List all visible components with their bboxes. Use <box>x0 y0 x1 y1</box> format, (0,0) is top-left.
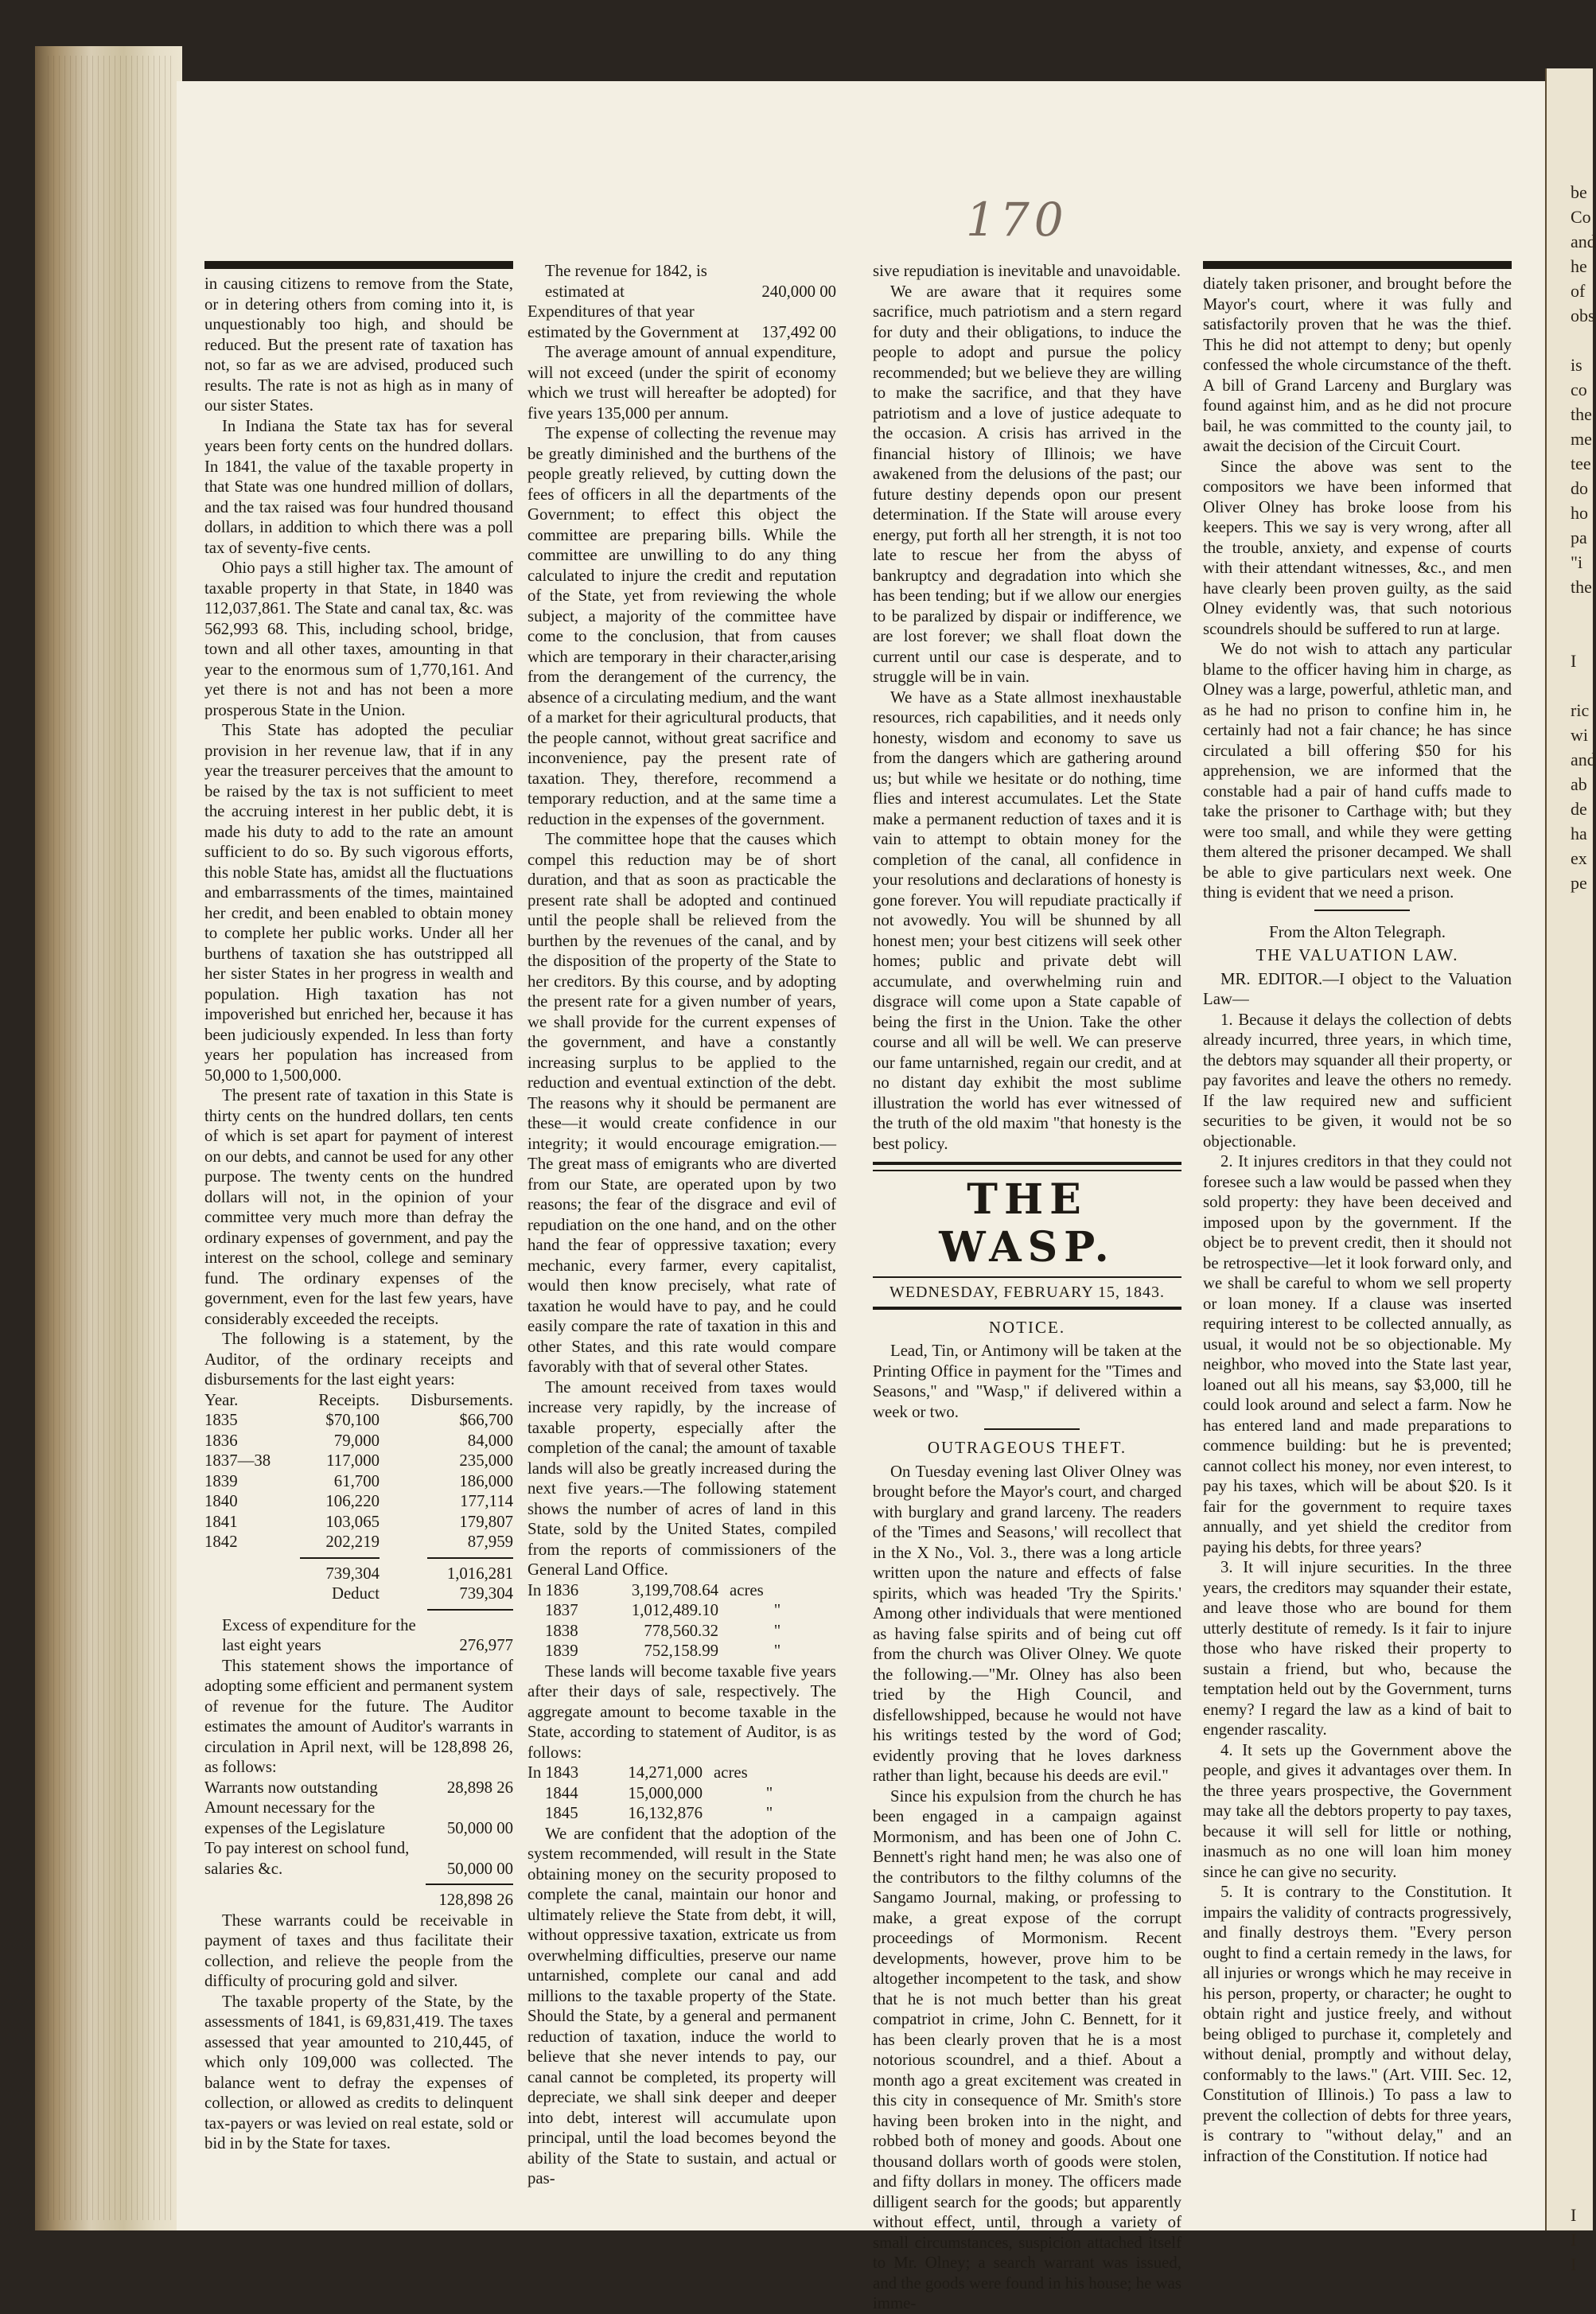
table-row <box>204 1451 513 1471</box>
table-cell: 235,000 <box>459 1451 513 1470</box>
paragraph: Since the above was sent to the compositors we have been informed that Oliver Olney has broke loose from his keepers. This we say is very wrong, after all the trouble, anxiety, and expense of courts with their attendant witnesses, &c., and men have clearly been proven guilty, as the said Olney evidently was, that such notorious scoundrels should be suffered to run at large. <box>1203 457 1512 638</box>
next-page-fragment <box>1547 1315 1593 1339</box>
next-page-fragment <box>1547 920 1593 945</box>
table-row <box>204 1798 513 1838</box>
column-2 <box>527 261 836 2189</box>
table-row <box>527 1580 836 1601</box>
dateline: WEDNESDAY, FEBRUARY 15, 1843. <box>889 1284 1166 1301</box>
table-cell: 3,199,708.64 <box>631 1580 718 1599</box>
next-page-fragment <box>1547 2055 1593 2079</box>
paragraph: Ohio pays a still higher tax. The amount of taxable property in that State, in 1840 was 112,037,861. The State and canal tax, &c. was 562,993 68. This, including school, bridge, town and all other taxes, amounting in that year to the enormous sum of 1,770,161. And yet there is not and has not been a more prosperous State in the Union. <box>204 559 513 719</box>
next-page-fragment: co <box>1571 380 1587 399</box>
next-page-fragment <box>1547 1685 1593 1709</box>
next-page-fragment: Co <box>1571 207 1591 227</box>
next-page-fragment: pa <box>1571 528 1587 547</box>
paragraph: sive repudiation is inevitable and unavoidable. <box>873 262 1181 280</box>
paragraph: These lands will become taxable five years after their days of sale, respectively. The aggregate amount to become taxable in the State, according to statement of Auditor, is as follows: <box>527 1661 836 1762</box>
next-page-text-fragments <box>1547 180 1596 2277</box>
table-row <box>527 1621 836 1642</box>
table-cell: 84,000 <box>467 1431 513 1450</box>
table-row <box>527 1803 836 1824</box>
table-divider-row <box>204 1552 513 1564</box>
excess-line <box>204 1615 513 1656</box>
total-receipts: 739,304 <box>325 1564 380 1583</box>
table-cell: 103,065 <box>325 1512 380 1531</box>
paragraph: We have as a State allmost inexhaustable resources, rich capabilities, and it needs only honesty, wisdom and economy to save us from the dangers which are gathering around us; but while we hesitate or do nothing, time flies and interest accumulates. Let the State make a permanent reduction of taxes and it is vain to attempt to obtain money for the completion of the canal, all confidence in your resolutions and declarations of honesty is gone forever. You will repudiate practically if not avowedly. You will be shunned by all honest men; your best citizens will seek other homes; public and private debt will accumulate, and overwhelming ruin and disgrace will come upon a State capable of being the first in the Union. Take the other course and all will be well. We can preserve our fame untarnished, regain our credit, and at no distant day exhibit the most sublime illustration the world has ever witnessed of the truth of the old maxim "that honesty is the best policy. <box>873 688 1181 1153</box>
table-row <box>204 1778 513 1798</box>
table-row <box>204 1471 513 1492</box>
paragraph: The taxable property of the State, by the assessments of 1841, is 69,831,419. The taxes assessed that year amounted to 210,445, of which only 109,000 was collected. The balance went to defray the expenses of collection, or allowed as credits to delinquent tax-payers or was levied on real estate, sold or bid in by the State for taxes. <box>204 1992 513 2152</box>
table-divider-row <box>204 1879 513 1890</box>
next-page-fragment <box>1547 1981 1593 2005</box>
table-cell: 16,132,876 <box>628 1804 703 1822</box>
next-page-fragment: obs <box>1571 306 1595 325</box>
section-divider <box>1314 910 1410 911</box>
paragraph: The committee hope that the causes which compel this reduction may be of short duration, and that as soon as practicable the present rate shall be adopted and continued until the people shall be relieved from the burthen by the revenues of the canal, and by the disposition of the property of the State to her creditors. By this course, and by adopting the present rate for a given number of years, we shall provide for the current expenses of the government, and have a constantly increasing surplus to be applied to the reduction and eventual extinction of the debt. The reasons why it should be permanent are these—it would create confidence in our integrity; it would encourage emigration.—The great mass of emigrants who are diverted from our State, are operated upon by two reasons; the fear of the disgrace and evil of repudiation on the one hand, and on the other hand the fear of oppressive taxation; every mechanic, every farmer, every capitalist, would then know precisely, what rate of taxation he would have to pay, and he could easily compare the rate of taxation in this and other States, and this rate would compare favorably with that of several other States. <box>527 830 836 1376</box>
next-page-fragment <box>1547 1413 1593 1438</box>
next-page-fragment: I <box>1571 651 1577 671</box>
next-page-fragment: and <box>1571 750 1596 769</box>
next-page-fragment <box>1547 1709 1593 1734</box>
next-page-fragment <box>1547 1438 1593 1463</box>
table-cell: 1837—38 <box>204 1451 271 1470</box>
paragraph: This State has adopted the peculiar provision in her revenue law, that if in any year the treasurer perceives that the amount to be raised by the tax is not sufficient to meet the accruing interest in her public debt, it is made his duty to add to the rate an amount sufficient to do so. By such vigorous efforts, this noble State has, amidst all the fluctuations and embarrassments of the times, maintained her credit, and been enabled to obtain money to complete her public works. Under all her burthens of taxation she has outstripped all her sister States in her progress in wealth and population. High taxation has not impoverished but enriched her, because it has been judiciously expended. In less than forty years her population has increased from 50,000 to 1,500,000. <box>204 721 513 1085</box>
book-page-edge-lines <box>48 56 175 2220</box>
table-divider-row <box>204 1604 513 1615</box>
table-header-row <box>204 1390 513 1411</box>
paragraph: The following is a statement, by the Auditor, of the ordinary receipts and disbursements for the last eight years: <box>204 1330 513 1389</box>
table-cell: 186,000 <box>459 1471 513 1490</box>
theft-heading: OUTRAGEOUS THEFT. <box>927 1438 1127 1457</box>
table-cell: 752,158.99 <box>644 1642 718 1660</box>
next-page-fragment <box>1547 969 1593 994</box>
table-cell: Warrants now outstanding <box>204 1778 378 1797</box>
next-page-fragment <box>1547 1290 1593 1315</box>
next-page-fragment <box>1547 1068 1593 1093</box>
table-row <box>204 1532 513 1552</box>
table-cell: 1845 <box>545 1804 578 1822</box>
next-page-fragment <box>1547 1783 1593 1808</box>
next-page-fragment <box>1547 1142 1593 1167</box>
table-cell: 1835 <box>204 1411 238 1429</box>
next-page-fragment: pe <box>1571 873 1587 893</box>
table-cell: $70,100 <box>325 1411 380 1429</box>
next-page-fragment <box>1547 1734 1593 1759</box>
revenue-value: 240,000 00 <box>761 282 836 301</box>
receipts-table <box>204 1390 513 1615</box>
table-cell: 79,000 <box>333 1431 380 1450</box>
table-cell: " <box>773 1601 781 1619</box>
table-total-row <box>204 1890 513 1911</box>
revenue-label: The revenue for 1842, is estimated at <box>545 262 707 301</box>
table-cell: 1840 <box>204 1492 238 1510</box>
next-page-edge <box>1545 68 1596 2274</box>
next-page-fragment <box>1547 1019 1593 1043</box>
next-page-fragment <box>1547 895 1593 920</box>
table-cell: To pay interest on school fund, salaries &c. <box>204 1839 410 1878</box>
table-cell: 1837 <box>545 1601 578 1619</box>
table-row <box>204 1410 513 1431</box>
source-line: From the Alton Telegraph. <box>1268 921 1446 941</box>
paragraph: The average amount of annual expenditure, will not exceed (under the spirit of economy which we trust will hereafter be adopted) for five years 135,000 per annum. <box>527 343 836 423</box>
paragraph: We are confident that the adoption of the system recommended, will result in the State obtaining money on the security proposed to complete the canal, maintain our honor and ultimately relieve the State from debt, it will, without oppressive taxation, extricate us from overwhelming difficulties, preserve our name untarnished, complete our canal and add millions to the taxable property of the State. Should the State, by a general and permanent reduction of taxation, induce the world to believe that she never intends to pay, our canal cannot be completed, its property will depreciate, we shall sink deeper and deeper into debt, interest will accumulate upon principal, until the load becomes beyond the ability of the State to sustain, and actual or pas- <box>527 1824 836 2187</box>
next-page-fragment <box>1547 624 1593 649</box>
masthead-top-rule-thin <box>873 1170 1181 1171</box>
table-cell: 14,271,000 <box>628 1763 703 1782</box>
column-1 <box>204 261 513 2154</box>
next-page-fragment: the <box>1571 404 1592 424</box>
next-page-fragment: and <box>1571 232 1596 251</box>
table-cell: 1841 <box>204 1512 238 1531</box>
total-disbursements: 1,016,281 <box>446 1564 513 1583</box>
next-page-fragment <box>1547 1339 1593 1364</box>
next-page-fragment <box>1547 1093 1593 1117</box>
next-page-fragment <box>1547 673 1593 698</box>
next-page-fragment <box>1547 2030 1593 2055</box>
table-cell: 1838 <box>545 1621 578 1640</box>
table-row <box>204 1838 513 1879</box>
next-page-fragment <box>1547 2005 1593 2030</box>
next-page-fragment <box>1547 1611 1593 1635</box>
next-page-fragment: I <box>1571 2230 1577 2250</box>
paragraph: 4. It sets up the Government above the people, and gives it advantages over them. In the three years prospective, the Government may take all the debtors property to pay taxes, because it will sell for little or nothing, inasmuch as no one will loan him money since he can give no security. <box>1203 1740 1512 1881</box>
table-cell: In 1836 <box>527 1580 579 1599</box>
section-divider <box>984 1428 1080 1430</box>
next-page-fragment: wi <box>1571 725 1588 745</box>
table-cell: 15,000,000 <box>628 1783 703 1802</box>
warrants-total: 128,898 26 <box>438 1891 513 1909</box>
next-page-fragment <box>1547 2129 1593 2153</box>
table-cell: In 1843 <box>527 1763 579 1782</box>
next-page-fragment <box>1547 2178 1593 2203</box>
next-page-fragment: is <box>1571 355 1582 375</box>
table-cell: " <box>773 1642 781 1660</box>
paragraph: diately taken prisoner, and brought before the Mayor's court, where it was fully and satisfactorily proven that he was the thief. This he did not attempt to deny; but openly confessed the whole circumstance of the theft. A bill of Grand Larceny and Burglary was found against him, and as he did not procure bail, he was committed to the county jail, to await the decision of the Circuit Court. <box>1203 275 1512 455</box>
next-page-fragment <box>1547 1364 1593 1389</box>
next-page-fragment <box>1547 1389 1593 1413</box>
paragraph: We do not wish to attach any particular blame to the officer having him in charge, as Olney was a large, powerful, athletic man, and as he had no prison to confine him in, he certainly had not a fair chance; he has since circulated a bill offering $50 for his apprehension, we are informed that the constable had a pair of hand cuffs made to take the prisoner to Carthage with; but they were too small, and while they were getting them altered the prisoner decamped. We shall be able to give particulars next week. One thing is evident that we need a prison. <box>1203 640 1512 902</box>
next-page-fragment <box>1547 1191 1593 1216</box>
next-page-fragment: I <box>1571 2205 1577 2225</box>
table-cell: acres <box>730 1580 764 1599</box>
next-page-fragment <box>1547 1463 1593 1487</box>
deduct-label: Deduct <box>331 1584 380 1603</box>
table-cell: 1,012,489.10 <box>631 1601 718 1619</box>
next-page-fragment: ab <box>1571 774 1587 794</box>
column-4 <box>1203 261 1512 2166</box>
paragraph: The expense of collecting the revenue may be greatly diminished and the burthens of the people greatly relieved, by cutting down the fees of officers in all the departments of the Government; to effect this object the committee are preparing bills. While the committee are unwilling to do any thing calculated to injure the credit and reputation of the State, yet from reviewing the whole subject, a majority of the committee have come to the conclusion, that from causes which are temporary in their character,arising from the derangement of the currency, the absence of a circulating medium, and the want of a market for their agricultural products, that the people cannot, without great sacrifice and inconvenience, pay the present rate of taxation. They, therefore, recommend a temporary reduction, and at the same time a reduction in the expenses of the government. <box>527 424 836 828</box>
next-page-fragment <box>1547 1537 1593 1561</box>
valuation-law-heading: THE VALUATION LAW. <box>1255 945 1459 964</box>
taxable-land-table <box>527 1763 836 1824</box>
table-cell: 28,898 26 <box>446 1778 513 1797</box>
next-page-fragment <box>1547 1167 1593 1191</box>
paragraph: in causing citizens to remove from the State, or in detering others from coming into it, is unquestionably too high, and should be reduced. But the present rate of taxation has not, so far as we are advised, produced such results. The rate is not as high as in many of our sister States. <box>204 275 513 415</box>
table-cell: acres <box>714 1763 748 1782</box>
excess-value: 276,977 <box>459 1636 513 1654</box>
table-cell: 778,560.32 <box>644 1621 718 1640</box>
table-row <box>527 1600 836 1621</box>
table-cell: " <box>765 1804 773 1822</box>
table-cell: $66,700 <box>459 1411 513 1429</box>
paragraph: 1. Because it delays the collection of debts already incurred, three years, in which time, the debtors may squander all their property, or pay favorites and leave the others no remedy. If the law required new and sufficient securities to be given, it would not be so objectionable. <box>1203 1010 1512 1151</box>
next-page-fragment: ho <box>1571 503 1588 523</box>
next-page-fragment: ha <box>1571 824 1587 843</box>
column-3 <box>873 261 1181 2314</box>
table-cell: 50,000 00 <box>446 1818 513 1837</box>
dateline-rule <box>873 1307 1181 1310</box>
notice-heading: NOTICE. <box>988 1317 1066 1337</box>
table-deduct-row <box>204 1584 513 1604</box>
column-top-rule <box>1203 261 1512 269</box>
paragraph: This statement shows the importance of adopting some efficient and permanent system of revenue for the future. The Auditor estimates the amount of Auditor's warrants in circulation in April next, will be 128,898 26, as follows: <box>204 1656 513 1776</box>
paragraph: In Indiana the State tax has for several years been forty cents on the hundred dollars. In 1841, the value of the taxable property in that State was one hundred million of dollars, and the tax raised was four hundred thousand dollars, in addition to which there was a poll tax of seventy-five cents. <box>204 416 513 557</box>
table-cell: 179,807 <box>459 1512 513 1531</box>
expenditure-label: Expenditures of that year estimated by the Government at <box>527 302 739 341</box>
salutation: MR. EDITOR.—I object to the Valuation Law— <box>1203 969 1512 1008</box>
table-cell: 202,219 <box>325 1533 380 1551</box>
next-page-fragment <box>1547 1882 1593 1907</box>
table-header-cell: Receipts. <box>318 1390 380 1409</box>
table-cell: 1842 <box>204 1533 238 1551</box>
next-page-fragment <box>1547 1586 1593 1611</box>
warrants-table <box>204 1778 513 1911</box>
next-page-fragment: of <box>1571 281 1586 301</box>
deduct-value: 739,304 <box>459 1584 513 1603</box>
table-cell: " <box>773 1621 781 1640</box>
next-page-fragment: ric <box>1571 700 1590 720</box>
handwritten-page-number: 170 <box>966 193 1069 247</box>
next-page-fragment: I <box>1571 2254 1577 2274</box>
paragraph: The present rate of taxation in this State is thirty cents on the hundred dollars, ten cents of which is set apart for payment of interest on our debts, and cannot be used for any other purpose. The twenty cents on the hundred dollars will not, in the opinion of your committee very much more than defray the ordinary expenses of government, and pay the interest on the school, college and seminary fund. The ordinary expenses of the government, even for the last few years, have considerably exceeded the receipts. <box>204 1086 513 1328</box>
table-cell: 177,114 <box>460 1492 513 1510</box>
next-page-fragment <box>1547 1907 1593 1931</box>
next-page-fragment <box>1547 2153 1593 2178</box>
table-cell: 1844 <box>545 1783 578 1802</box>
paragraph: Since his expulsion from the church he has been engaged in a campaign against Mormonism, and has been one of John C. Bennett's right hand men; he was also one of the contributors to the filthy columns of the Sangamo Journal, making, or professing to make, a great expose of the corrupt proceedings of Mormonism. Recent developments, however, prove him to be altogether incompetent to the task, and show that he is not much better than his great compatriot in crime, John C. Bennett, for it has been clearly proven that he is a most notorious scoundrel, and a thief. About a month ago a great excitement was created in this city in consequence of Mr. Smith's store having been broken into in the night, and robbed both of money and goods. About one thousand dollars worth of goods were stolen, and fifty dollars in money. The officers made dilligent search for the goods; but apparently without effect, until, through a variety of small circumstances, suspicion attached itself to Mr. Olney; a search warrant was issued, and the goods were found in his house; he was imme- <box>873 1786 1181 2312</box>
next-page-fragment: "i <box>1571 552 1583 572</box>
masthead-title: THE WASP. <box>939 1175 1115 1272</box>
table-cell: 1839 <box>545 1642 578 1660</box>
next-page-fragment <box>1547 1635 1593 1660</box>
table-cell: Amount necessary for the expenses of the Legislature <box>204 1798 385 1837</box>
table-cell: 1836 <box>204 1431 238 1450</box>
table-row <box>527 1783 836 1804</box>
table-cell: 50,000 00 <box>446 1859 513 1878</box>
next-page-fragment <box>1547 599 1593 624</box>
table-cell: 117,000 <box>326 1451 380 1470</box>
expenditure-value: 137,492 00 <box>761 322 836 341</box>
next-page-fragment <box>1547 1561 1593 1586</box>
next-page-fragment <box>1547 2079 1593 2104</box>
table-cell: 61,700 <box>333 1471 380 1490</box>
next-page-fragment: de <box>1571 799 1587 819</box>
next-page-fragment: he <box>1571 256 1587 276</box>
masthead-bottom-rule <box>873 1276 1181 1278</box>
table-cell: " <box>765 1783 773 1802</box>
masthead-top-rule <box>873 1162 1181 1165</box>
table-row <box>204 1512 513 1533</box>
next-page-fragment <box>1547 994 1593 1019</box>
next-page-fragment <box>1547 1759 1593 1783</box>
next-page-fragment: tee <box>1571 454 1591 473</box>
next-page-fragment <box>1547 1241 1593 1265</box>
next-page-fragment <box>1547 1857 1593 1882</box>
next-page-fragment: ex <box>1571 848 1587 868</box>
table-cell: 106,220 <box>325 1492 380 1510</box>
next-page-fragment: be <box>1571 182 1587 202</box>
revenue-line <box>527 261 836 342</box>
next-page-fragment <box>1547 1660 1593 1685</box>
next-page-fragment <box>1547 1265 1593 1290</box>
next-page-fragment <box>1547 1808 1593 1833</box>
next-page-fragment <box>1547 1931 1593 1956</box>
notice-text: Lead, Tin, or Antimony will be taken at the Printing Office in payment for the "Times and Seasons," and "Wasp," if delivered within a week or two. <box>873 1342 1181 1421</box>
next-page-fragment: me <box>1571 429 1592 449</box>
next-page-fragment <box>1547 1117 1593 1142</box>
next-page-fragment: do <box>1571 478 1588 498</box>
newspaper-page <box>177 81 1545 2312</box>
paragraph: The amount received from taxes would increase very rapidly, by the increase of taxable property, especially after the completion of the canal; the amount of taxable lands will also be greatly increased during the next five years.—The following statement shows the number of acres of land in this State, sold by the United States, compiled from the reports of commissioners of the General Land Office. <box>527 1377 836 1579</box>
paragraph: On Tuesday evening last Oliver Olney was brought before the Mayor's court, and charged with burglary and grand larceny. The readers of the 'Times and Seasons,' will recollect that in the X No., Vol. 3., there was a long article written upon the nature and effects of false spirits, which was headed 'Try the Spirits.' Among other individuals that were mentioned as having false spirits and of being cut off from the church was Oliver Olney. We quote the following.—"Mr. Olney has also been tried by the High Council, and disfellowshipped, because he would not have his writings tested by the word of God; evidently proving that he loves darkness rather than light, because his deeds are evil." <box>873 1462 1181 1785</box>
paragraph: These warrants could be receivable in payment of taxes and thus facilitate their collection, and relieve the people from the difficulty of procuring gold and silver. <box>204 1911 513 1990</box>
table-row <box>204 1431 513 1451</box>
excess-label: Excess of expenditure for the last eight years <box>222 1615 416 1654</box>
next-page-fragment <box>1547 1956 1593 1981</box>
next-page-fragment: the <box>1571 577 1592 597</box>
next-page-fragment <box>1547 2104 1593 2129</box>
table-header-cell: Disbursements. <box>411 1390 513 1409</box>
next-page-fragment <box>1547 1487 1593 1512</box>
paragraph: 3. It will injure securities. In the three years, the creditors may squander their estate, and leave those who are bound for them utterly destitute of remedy. Is it fair to injure those who have risked their property to sustain a friend, but who, because the temptation held out by the Government, turns enemy? I regard the law as a kind of bait to engender rascality. <box>1203 1558 1512 1739</box>
next-page-fragment <box>1547 1043 1593 1068</box>
table-cell: 1839 <box>204 1471 238 1490</box>
table-header-cell: Year. <box>204 1390 239 1409</box>
paragraph: We are aware that it requires some sacrifice, much patriotism and a stern regard for duty and their obligations, to induce the people to adopt and pursue the policy recommended; but we believe they are willing to make the sacrifice, and that they have patriotism and a love of justice adequate to the occasion. A crisis has arrived in the financial history of Illinois; we have awakened from the delusions of the past; our future destiny depends opon our present determination. If the State will arouse every energy, put forth all her strength, it is not too late to rescue her from the abyss of bankruptcy and degradation into which she has been tending; but if we allow our energies to be paralized by dispair or indifference, we are lost forever; we shall float down the current until our case is desperate, and to struggle will be in vain. <box>873 282 1181 686</box>
table-cell: 87,959 <box>467 1533 513 1551</box>
table-row <box>204 1491 513 1512</box>
next-page-fragment <box>1547 945 1593 969</box>
next-page-fragment <box>1547 1512 1593 1537</box>
next-page-fragment <box>1547 1833 1593 1857</box>
table-total-row <box>204 1564 513 1584</box>
land-sales-table <box>527 1580 836 1661</box>
table-row <box>527 1763 836 1783</box>
next-page-fragment <box>1547 1216 1593 1241</box>
column-top-rule <box>204 261 513 269</box>
table-row <box>527 1641 836 1661</box>
paragraph: 5. It is contrary to the Constitution. It impairs the validity of contracts progressively, and finally destroys them. "Every person ought to find a certain remedy in the laws, for all injuries or wrongs which he may receive in his person, property, or character; he ought to obtain right and justice freely, and without being obliged to purchase it, completely and without denial, promptly and without delay, conformably to the laws." (Art. VIII. Sec. 12, Constitution of Illinois.) To pass a law to prevent the collection of debts for three years, is contrary to "without delay," and an infraction of the Constitution. If notice had <box>1203 1883 1512 2165</box>
paragraph: 2. It injures creditors in that they could not foresee such a law would be passed when they sold property: they have been deceived and imposed upon by the government. If the object be to prevent credit, then it should not be retrospective—let it look forward only, and we shall be careful to whom we sell property or loan money. If a clause was inserted requiring interest to be collected annually, as usual, it would not be so objectionable. My neighbor, who moved into the State last year, loaned out all his means, say $3,000, till he could look around and select a farm. Now he has entered land and made preparations to commence building: but he is prevented; cannot collect his money, nor even interest, to pay his taxes, which will be about $20. Is it fair for the government to require taxes annually, and yet shield the creditor from paying his debts, for three years? <box>1203 1152 1512 1556</box>
next-page-fragment <box>1547 328 1593 353</box>
